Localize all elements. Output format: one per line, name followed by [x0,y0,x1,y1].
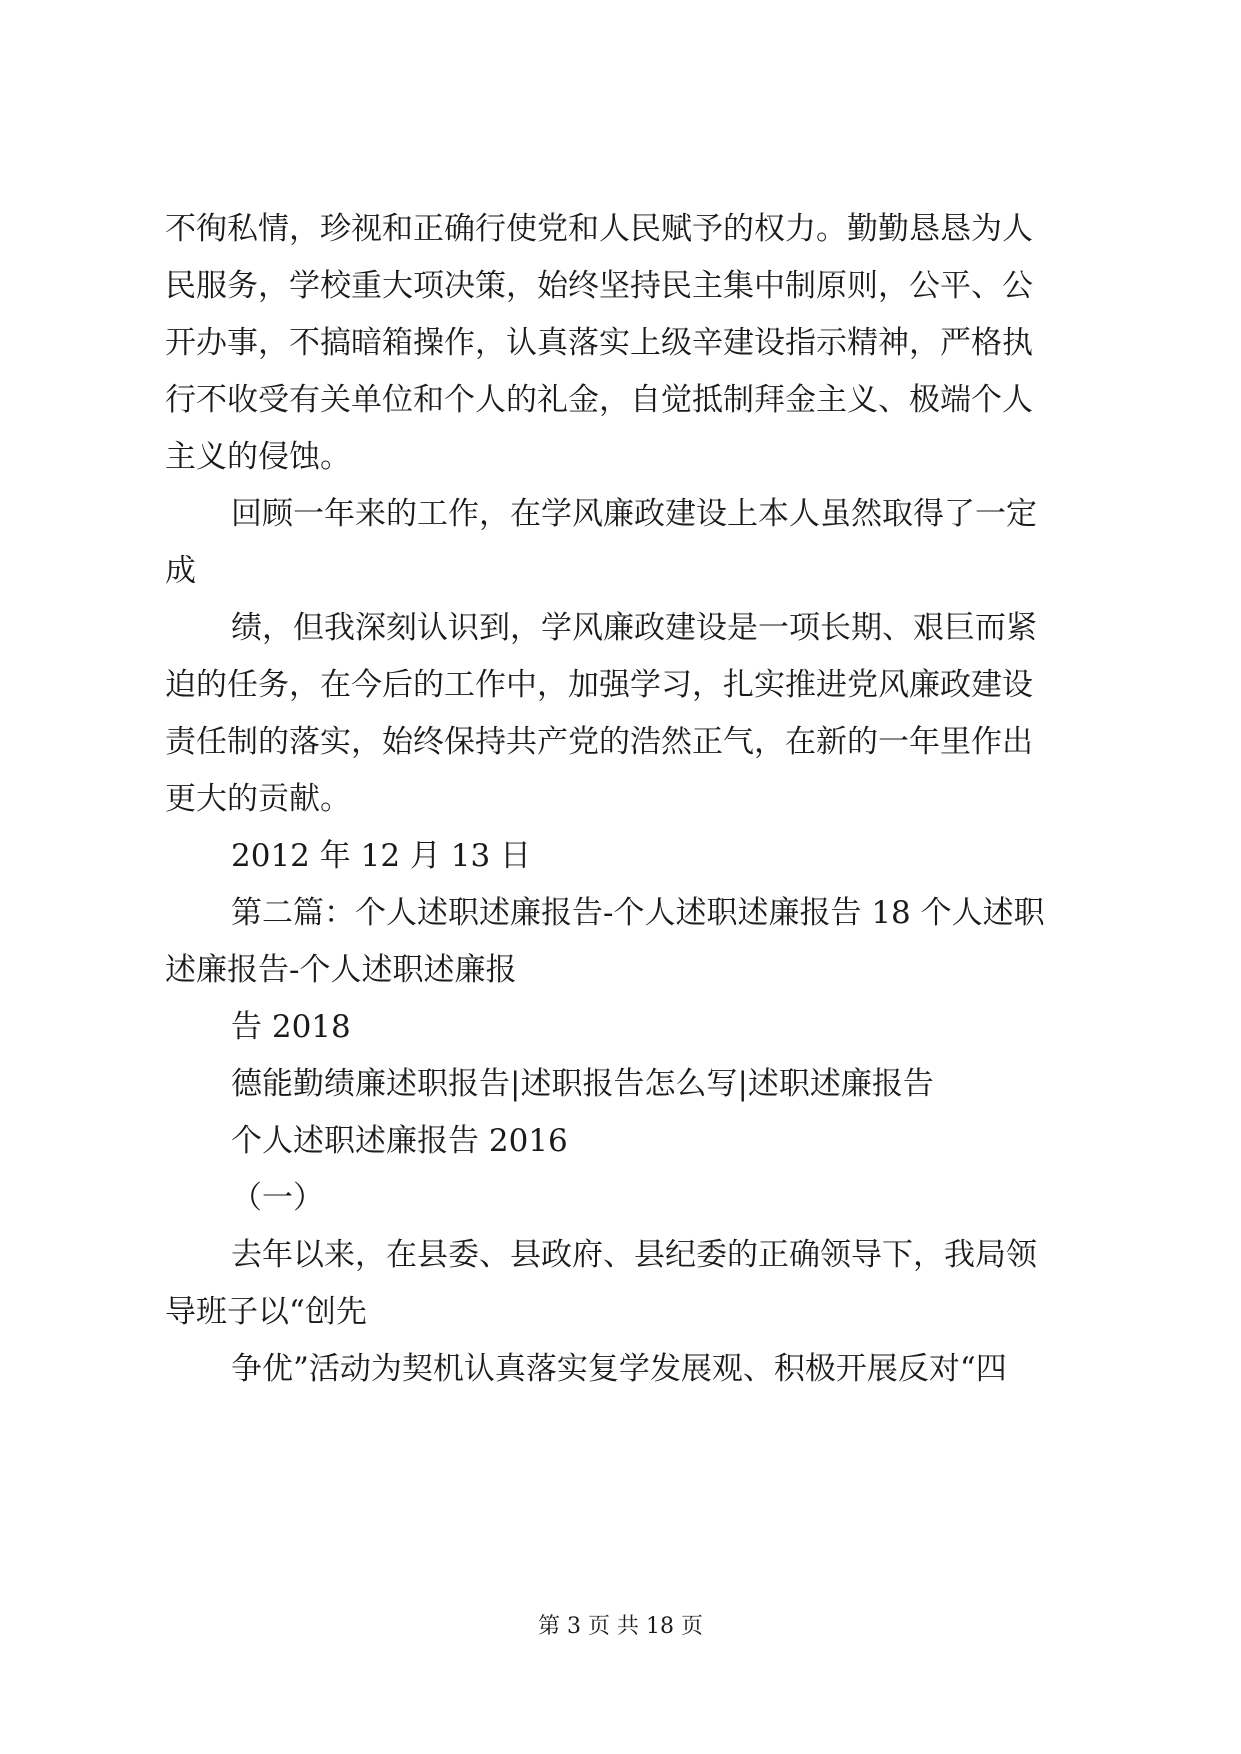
text-line: 民服务，学校重大项决策，始终坚持民主集中制原则，公平、公 [165,268,1033,304]
text-line: 迫的任务，在今后的工作中，加强学习，扎实推进党风廉政建设 [165,667,1033,703]
date-line: 2012 年 12 月 13 日 [231,838,532,874]
text-line: 行不收受有关单位和个人的礼金，自觉抵制拜金主义、极端个人 [165,382,1033,418]
text-line: 导班子以“创先 [165,1294,367,1330]
text-line: 开办事，不搞暗箱操作，认真落实上级辛建设指示精神，严格执 [165,325,1033,361]
text-line: 争优”活动为契机认真落实复学发展观、积极开展反对“四 [231,1351,1007,1387]
text-line: 成 [165,553,196,589]
text-line: （一） [231,1180,324,1216]
text-line: 个人述职述廉报告 2016 [231,1123,568,1159]
text-line: 回顾一年来的工作，在学风廉政建设上本人虽然取得了一定 [231,496,1037,532]
section-title: 第二篇：个人述职述廉报告-个人述职述廉报告 18 个人述职 [231,895,1045,931]
text-line: 责任制的落实，始终保持共产党的浩然正气，在新的一年里作出 [165,724,1033,760]
text-line: 告 2018 [231,1009,351,1045]
page-footer: 第 3 页 共 18 页 [538,1614,703,1639]
section-title: 述廉报告-个人述职述廉报 [165,952,517,988]
text-line: 不徇私情，珍视和正确行使党和人民赋予的权力。勤勤恳恳为人 [165,211,1033,247]
text-line: 更大的贡献。 [165,781,351,817]
text-line: 去年以来，在县委、县政府、县纪委的正确领导下，我局领 [231,1237,1037,1273]
text-line: 德能勤绩廉述职报告|述职报告怎么写|述职述廉报告 [231,1066,934,1102]
text-line: 主义的侵蚀。 [165,439,351,475]
text-line: 绩，但我深刻认识到，学风廉政建设是一项长期、艰巨而紧 [231,610,1037,646]
